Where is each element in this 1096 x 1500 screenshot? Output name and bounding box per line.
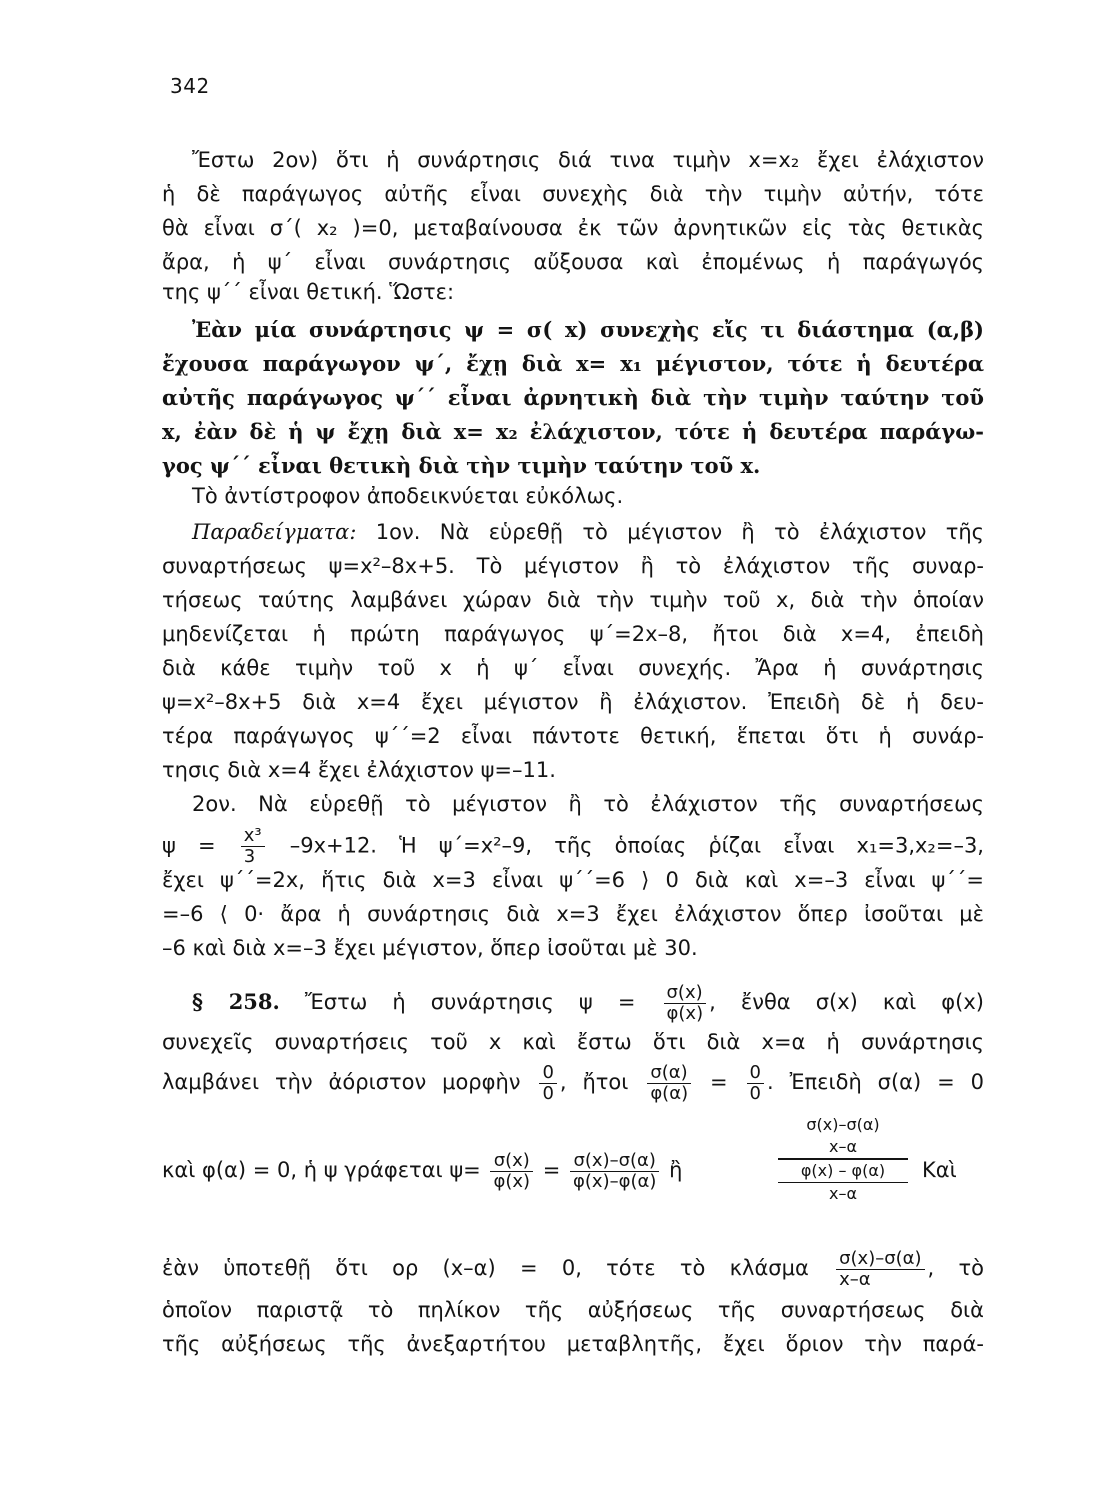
text-kai: Καὶ bbox=[922, 1158, 957, 1182]
theorem-line: γος ψ΄΄ εἶναι θετικὴ διὰ τὴν τιμὴν ταύτην τοῦ x. bbox=[162, 453, 761, 478]
text-line: ἔχει ψ΄΄=2x, ἥτις διὰ x=3 εἶναι ψ΄΄=6 ⟩ 0 διὰ καὶ x=–3 εἶναι ψ΄΄= bbox=[162, 868, 984, 892]
text-line: –6 καὶ διὰ x=–3 ἔχει μέγιστον, ὅπερ ἰσοῦται μὲ 30. bbox=[162, 936, 698, 960]
text-line: =–6 ⟨ 0· ἄρα ἡ συνάρτησις διὰ x=3 ἔχει ἐλάχιστον ὅπερ ἰσοῦται μὲ bbox=[162, 902, 984, 926]
text-line: ἡ δὲ παράγωγος αὐτῆς εἶναι συνεχὴς διὰ τὴν τιμὴν αὐτήν, τότε bbox=[162, 182, 984, 206]
formula-line: ψ = $\frac{\text{x³}}{3}$ –9x+12. Ἡ ψ΄=x²–9, τῆς ὁποίας ῥίζαι εἶναι x₁=3,x₂=–3, bbox=[162, 825, 984, 867]
text-line: ἄρα, ἡ ψ΄ εἶναι συνάρτησις αὔξουσα καὶ ἐπομένως ἡ παράγωγός bbox=[162, 250, 984, 274]
text-line: τῆς αὐξήσεως τῆς ἀνεξαρτήτου μεταβλητῆς, ἔχει ὅριον τὴν παρά- bbox=[162, 1332, 984, 1356]
text-line: μηδενίζεται ἡ πρώτη παράγωγος ψ΄=2x–8, ἤτοι διὰ x=4, ἐπειδὴ bbox=[162, 622, 984, 646]
formula-line: λαμβάνει τὴν ἀόριστον μορφὴν $\frac{0}{0}$ , ἤτοι $\frac{\sigma(\alpha)}{\varphi(\alpha)}$ = $\frac{0}{0}$ . Ἐπειδὴ σ(α) = 0 bbox=[162, 1061, 984, 1104]
text-line: διὰ κάθε τιμὴν τοῦ x ἡ ψ΄ εἶναι συνεχής. Ἄρα ἡ συνάρτησις bbox=[162, 656, 984, 680]
theorem-line: x, ἐὰν δὲ ἡ ψ ἔχῃ διὰ x= x₂ ἐλάχιστον, τότε ἡ δευτέρα παράγω- bbox=[162, 419, 984, 444]
examples-heading: Παραδείγματα: bbox=[192, 520, 357, 544]
fraction-sa-over-pa: $\frac{\sigma(\alpha)}{\varphi(\alpha)}$ bbox=[647, 1063, 691, 1104]
section-marker: § 258. bbox=[192, 989, 280, 1014]
examples-line bbox=[162, 518, 984, 546]
fraction-diff-over-diff: $\frac{\sigma(x)-\sigma(\alpha)}{\varphi(x)-\varphi(\alpha)}$ bbox=[570, 1151, 659, 1192]
fraction-sigma-over-phi: $\frac{\sigma(x)}{\varphi(x)}$ bbox=[664, 983, 707, 1024]
text-line: Τὸ ἀντίστροφον ἀποδεικνύεται εὐκόλως. bbox=[192, 484, 624, 508]
example-1-title: 1ον. Νὰ εὑρεθῇ τὸ μέγιστον ἢ τὸ ἐλάχιστον τῆς bbox=[375, 520, 984, 544]
text-line: Ἔστω 2ον) ὅτι ἡ συνάρτησις διά τινα τιμὴν x=x₂ ἔχει ἐλάχιστον bbox=[192, 148, 984, 172]
text-line: ὁποῖον παριστᾷ τὸ πηλίκον τῆς αὐξήσεως τῆς συναρτήσεως διὰ bbox=[162, 1298, 984, 1322]
theorem-line: Ἐὰν μία συνάρτησις ψ = σ( x) συνεχὴς εἴς τι διάστημα (α,β) bbox=[192, 317, 984, 342]
theorem-line: ἔχουσα παράγωγον ψ΄, ἔχῃ διὰ x= x₁ μέγιστον, τότε ἡ δευτέρα bbox=[162, 351, 984, 376]
fraction-x3-over-3: $\frac{\text{x³}}{3}$ bbox=[241, 826, 265, 867]
page-number: 342 bbox=[170, 74, 210, 98]
text-line: τέρα παράγωγος ψ΄΄=2 εἶναι πάντοτε θετική, ἕπεται ὅτι ἡ συνάρ- bbox=[162, 724, 984, 748]
formula-line: ἐὰν ὑποτεθῇ ὅτι ορ (x–α) = 0, τότε τὸ κλάσμα $\frac{\sigma(x)-\sigma(\alpha)}{x-\alpha}$ , τὸ bbox=[162, 1247, 985, 1290]
text-line: συνεχεῖς συναρτήσεις τοῦ x καὶ ἔστω ὅτι διὰ x=α ἡ συνάρτησις bbox=[162, 1030, 984, 1054]
text-line: ψ=x²–8x+5 διὰ x=4 ἔχει μέγιστον ἢ ἐλάχιστον. Ἐπειδὴ δὲ ἡ δευ- bbox=[162, 690, 984, 714]
fraction-ratio: $\frac{\sigma(x)-\sigma(\alpha)}{x-\alpha}$ bbox=[836, 1249, 924, 1290]
fraction-zero-over-zero: $\frac{0}{0}$ bbox=[539, 1063, 556, 1104]
formula-line: καὶ φ(α) = 0, ἡ ψ γράφεται ψ= $\frac{\sigma(x)}{\varphi(x)}$ = $\frac{\sigma(x)-\sigma(\alpha)}{\varphi(x)-\varphi(\alpha)}$ ἢ bbox=[162, 1149, 683, 1192]
text-line: της ψ΄΄ εἶναι θετική. Ὥστε: bbox=[162, 280, 455, 304]
text-line: 2ον. Νὰ εὑρεθῇ τὸ μέγιστον ἢ τὸ ἐλάχιστον τῆς συναρτήσεως bbox=[192, 792, 984, 816]
compound-fraction: σ(x)–σ(α) x–α φ(x) – φ(α) x–α bbox=[778, 1114, 908, 1205]
fraction-sx-over-px: $\frac{\sigma(x)}{\varphi(x)}$ bbox=[490, 1151, 533, 1192]
theorem-line: αὐτῆς παράγωγος ψ΄΄ εἶναι ἀρνητικὴ διὰ τὴν τιμὴν ταύτην τοῦ bbox=[162, 385, 984, 410]
section-258-line: § 258. Ἔστω ἡ συνάρτησις ψ = $\frac{\sigma(x)}{\varphi(x)}$ , ἔνθα σ(x) καὶ φ(x) bbox=[192, 981, 984, 1024]
text-line: τησις διὰ x=4 ἔχει ἐλάχιστον ψ=–11. bbox=[162, 758, 556, 782]
text-line: συναρτήσεως ψ=x²–8x+5. Τὸ μέγιστον ἢ τὸ ἐλάχιστον τῆς συναρ- bbox=[162, 554, 984, 578]
text-line: τήσεως ταύτης λαμβάνει χώραν διὰ τὴν τιμὴν τοῦ x, διὰ τὴν ὁποίαν bbox=[162, 588, 984, 612]
fraction-zero-over-zero-2: $\frac{0}{0}$ bbox=[747, 1063, 764, 1104]
text-line: θὰ εἶναι σ΄( x₂ )=0, μεταβαίνουσα ἐκ τῶν ἀρνητικῶν εἰς τὰς θετικὰς bbox=[162, 216, 984, 240]
